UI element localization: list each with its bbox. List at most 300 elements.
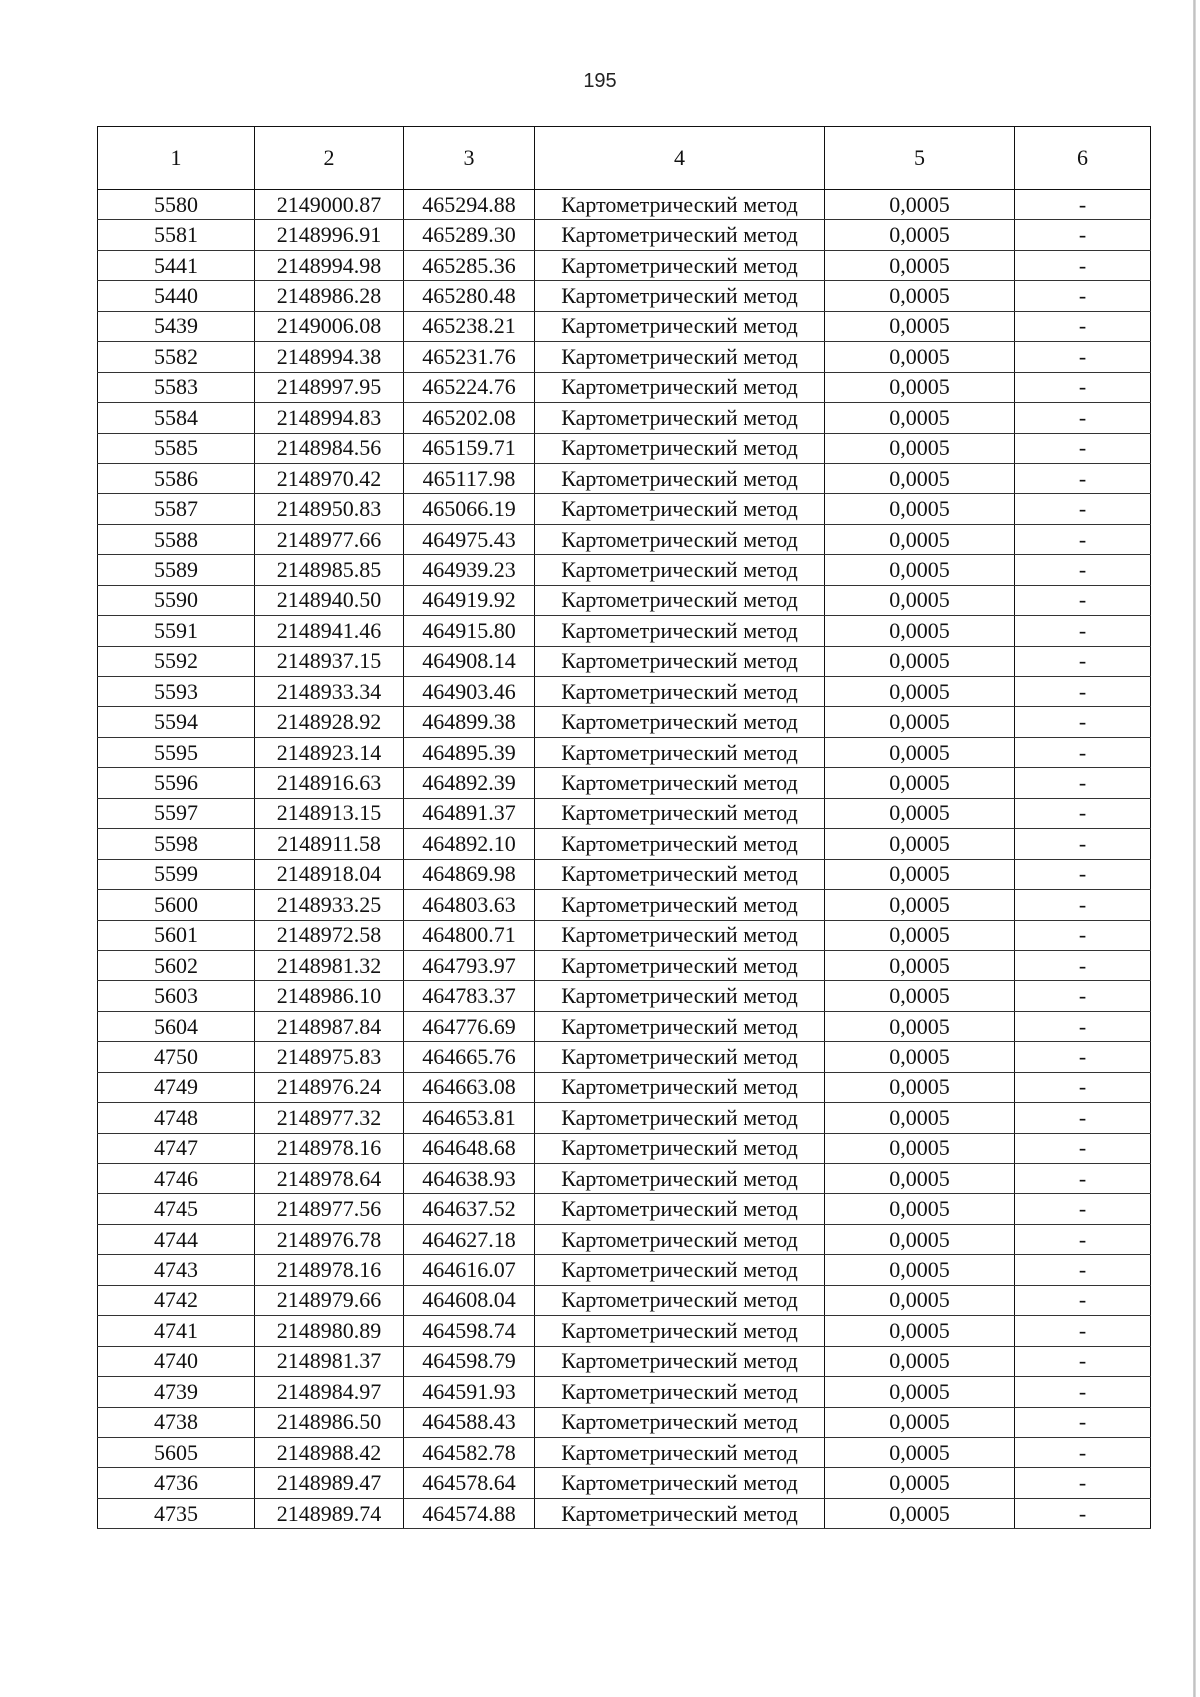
x-coordinate-cell: 2148978.64 <box>255 1164 404 1194</box>
x-coordinate-cell: 2148979.66 <box>255 1285 404 1315</box>
accuracy-cell: 0,0005 <box>825 798 1015 828</box>
note-cell: - <box>1015 1377 1151 1407</box>
point-number-cell: 4735 <box>98 1498 255 1528</box>
table-row <box>98 1498 1151 1528</box>
accuracy-cell: 0,0005 <box>825 1437 1015 1467</box>
y-coordinate-cell: 465289.30 <box>404 220 535 250</box>
accuracy-cell: 0,0005 <box>825 920 1015 950</box>
accuracy-cell: 0,0005 <box>825 250 1015 280</box>
x-coordinate-cell: 2148996.91 <box>255 220 404 250</box>
note-cell: - <box>1015 1164 1151 1194</box>
method-cell: Картометрический метод <box>535 920 825 950</box>
note-cell: - <box>1015 433 1151 463</box>
x-coordinate-cell: 2148975.83 <box>255 1042 404 1072</box>
accuracy-cell: 0,0005 <box>825 1164 1015 1194</box>
point-number-cell: 5582 <box>98 342 255 372</box>
method-cell: Картометрический метод <box>535 707 825 737</box>
table-row <box>98 1437 1151 1467</box>
accuracy-cell: 0,0005 <box>825 616 1015 646</box>
table-row <box>98 798 1151 828</box>
point-number-cell: 4740 <box>98 1346 255 1376</box>
accuracy-cell: 0,0005 <box>825 555 1015 585</box>
page-number: 195 <box>583 70 617 92</box>
method-cell: Картометрический метод <box>535 829 825 859</box>
point-number-cell: 5588 <box>98 524 255 554</box>
method-cell: Картометрический метод <box>535 555 825 585</box>
x-coordinate-cell: 2148941.46 <box>255 616 404 646</box>
accuracy-cell: 0,0005 <box>825 1103 1015 1133</box>
point-number-cell: 4741 <box>98 1316 255 1346</box>
accuracy-cell: 0,0005 <box>825 1407 1015 1437</box>
point-number-cell: 5598 <box>98 829 255 859</box>
x-coordinate-cell: 2148984.56 <box>255 433 404 463</box>
header-cell-6: 6 <box>1015 127 1151 190</box>
x-coordinate-cell: 2148913.15 <box>255 798 404 828</box>
y-coordinate-cell: 464919.92 <box>404 585 535 615</box>
y-coordinate-cell: 465202.08 <box>404 403 535 433</box>
point-number-cell: 5603 <box>98 981 255 1011</box>
method-cell: Картометрический метод <box>535 768 825 798</box>
y-coordinate-cell: 464783.37 <box>404 981 535 1011</box>
point-number-cell: 5596 <box>98 768 255 798</box>
accuracy-cell: 0,0005 <box>825 281 1015 311</box>
x-coordinate-cell: 2148972.58 <box>255 920 404 950</box>
y-coordinate-cell: 465285.36 <box>404 250 535 280</box>
y-coordinate-cell: 464800.71 <box>404 920 535 950</box>
note-cell: - <box>1015 1255 1151 1285</box>
table-row <box>98 950 1151 980</box>
point-number-cell: 5589 <box>98 555 255 585</box>
x-coordinate-cell: 2148937.15 <box>255 646 404 676</box>
note-cell: - <box>1015 190 1151 220</box>
note-cell: - <box>1015 829 1151 859</box>
y-coordinate-cell: 464899.38 <box>404 707 535 737</box>
point-number-cell: 5584 <box>98 403 255 433</box>
method-cell: Картометрический метод <box>535 250 825 280</box>
table-row <box>98 829 1151 859</box>
table-row <box>98 281 1151 311</box>
y-coordinate-cell: 464648.68 <box>404 1133 535 1163</box>
method-cell: Картометрический метод <box>535 433 825 463</box>
y-coordinate-cell: 464591.93 <box>404 1377 535 1407</box>
x-coordinate-cell: 2148994.38 <box>255 342 404 372</box>
accuracy-cell: 0,0005 <box>825 342 1015 372</box>
note-cell: - <box>1015 768 1151 798</box>
accuracy-cell: 0,0005 <box>825 190 1015 220</box>
y-coordinate-cell: 464627.18 <box>404 1224 535 1254</box>
accuracy-cell: 0,0005 <box>825 737 1015 767</box>
point-number-cell: 5601 <box>98 920 255 950</box>
method-cell: Картометрический метод <box>535 798 825 828</box>
x-coordinate-cell: 2148989.74 <box>255 1498 404 1528</box>
y-coordinate-cell: 465159.71 <box>404 433 535 463</box>
method-cell: Картометрический метод <box>535 372 825 402</box>
point-number-cell: 5602 <box>98 950 255 980</box>
table-row <box>98 524 1151 554</box>
point-number-cell: 5586 <box>98 463 255 493</box>
accuracy-cell: 0,0005 <box>825 1255 1015 1285</box>
point-number-cell: 5591 <box>98 616 255 646</box>
note-cell: - <box>1015 494 1151 524</box>
method-cell: Картометрический метод <box>535 616 825 646</box>
y-coordinate-cell: 465280.48 <box>404 281 535 311</box>
point-number-cell: 5587 <box>98 494 255 524</box>
accuracy-cell: 0,0005 <box>825 1133 1015 1163</box>
accuracy-cell: 0,0005 <box>825 463 1015 493</box>
method-cell: Картометрический метод <box>535 1468 825 1498</box>
table-row <box>98 677 1151 707</box>
y-coordinate-cell: 464793.97 <box>404 950 535 980</box>
x-coordinate-cell: 2148986.10 <box>255 981 404 1011</box>
accuracy-cell: 0,0005 <box>825 768 1015 798</box>
accuracy-cell: 0,0005 <box>825 372 1015 402</box>
table-row <box>98 1316 1151 1346</box>
note-cell: - <box>1015 1468 1151 1498</box>
accuracy-cell: 0,0005 <box>825 1377 1015 1407</box>
y-coordinate-cell: 464598.74 <box>404 1316 535 1346</box>
header-cell-5: 5 <box>825 127 1015 190</box>
table-row <box>98 1377 1151 1407</box>
x-coordinate-cell: 2148976.24 <box>255 1072 404 1102</box>
table-row <box>98 1042 1151 1072</box>
point-number-cell: 5604 <box>98 1011 255 1041</box>
y-coordinate-cell: 464638.93 <box>404 1164 535 1194</box>
x-coordinate-cell: 2148977.56 <box>255 1194 404 1224</box>
point-number-cell: 5592 <box>98 646 255 676</box>
scan-edge-shadow <box>1193 0 1196 1697</box>
method-cell: Картометрический метод <box>535 1072 825 1102</box>
note-cell: - <box>1015 1011 1151 1041</box>
x-coordinate-cell: 2149000.87 <box>255 190 404 220</box>
method-cell: Картометрический метод <box>535 1103 825 1133</box>
x-coordinate-cell: 2148981.37 <box>255 1346 404 1376</box>
point-number-cell: 5600 <box>98 890 255 920</box>
table-row <box>98 463 1151 493</box>
method-cell: Картометрический метод <box>535 1042 825 1072</box>
table-row <box>98 372 1151 402</box>
header-cell-1: 1 <box>98 127 255 190</box>
accuracy-cell: 0,0005 <box>825 950 1015 980</box>
accuracy-cell: 0,0005 <box>825 1194 1015 1224</box>
method-cell: Картометрический метод <box>535 524 825 554</box>
table-row <box>98 250 1151 280</box>
accuracy-cell: 0,0005 <box>825 646 1015 676</box>
y-coordinate-cell: 464574.88 <box>404 1498 535 1528</box>
method-cell: Картометрический метод <box>535 585 825 615</box>
y-coordinate-cell: 465224.76 <box>404 372 535 402</box>
point-number-cell: 5440 <box>98 281 255 311</box>
note-cell: - <box>1015 463 1151 493</box>
x-coordinate-cell: 2148916.63 <box>255 768 404 798</box>
note-cell: - <box>1015 1437 1151 1467</box>
y-coordinate-cell: 464663.08 <box>404 1072 535 1102</box>
y-coordinate-cell: 464637.52 <box>404 1194 535 1224</box>
x-coordinate-cell: 2148923.14 <box>255 737 404 767</box>
y-coordinate-cell: 464892.10 <box>404 829 535 859</box>
y-coordinate-cell: 464582.78 <box>404 1437 535 1467</box>
note-cell: - <box>1015 1103 1151 1133</box>
x-coordinate-cell: 2148980.89 <box>255 1316 404 1346</box>
note-cell: - <box>1015 1407 1151 1437</box>
note-cell: - <box>1015 1498 1151 1528</box>
x-coordinate-cell: 2148994.98 <box>255 250 404 280</box>
accuracy-cell: 0,0005 <box>825 524 1015 554</box>
method-cell: Картометрический метод <box>535 1377 825 1407</box>
table-row <box>98 616 1151 646</box>
table-row <box>98 890 1151 920</box>
accuracy-cell: 0,0005 <box>825 829 1015 859</box>
x-coordinate-cell: 2148987.84 <box>255 1011 404 1041</box>
y-coordinate-cell: 464903.46 <box>404 677 535 707</box>
method-cell: Картометрический метод <box>535 494 825 524</box>
table-row <box>98 220 1151 250</box>
point-number-cell: 5583 <box>98 372 255 402</box>
coordinates-table <box>97 126 1151 1529</box>
note-cell: - <box>1015 890 1151 920</box>
method-cell: Картометрический метод <box>535 311 825 341</box>
x-coordinate-cell: 2148978.16 <box>255 1255 404 1285</box>
method-cell: Картометрический метод <box>535 1346 825 1376</box>
x-coordinate-cell: 2148933.34 <box>255 677 404 707</box>
note-cell: - <box>1015 677 1151 707</box>
y-coordinate-cell: 464608.04 <box>404 1285 535 1315</box>
method-cell: Картометрический метод <box>535 463 825 493</box>
y-coordinate-cell: 464975.43 <box>404 524 535 554</box>
note-cell: - <box>1015 281 1151 311</box>
note-cell: - <box>1015 1133 1151 1163</box>
method-cell: Картометрический метод <box>535 1011 825 1041</box>
point-number-cell: 5599 <box>98 859 255 889</box>
point-number-cell: 5581 <box>98 220 255 250</box>
note-cell: - <box>1015 1224 1151 1254</box>
accuracy-cell: 0,0005 <box>825 1316 1015 1346</box>
table-row <box>98 190 1151 220</box>
table-row <box>98 859 1151 889</box>
method-cell: Картометрический метод <box>535 1255 825 1285</box>
note-cell: - <box>1015 1072 1151 1102</box>
y-coordinate-cell: 464891.37 <box>404 798 535 828</box>
accuracy-cell: 0,0005 <box>825 494 1015 524</box>
table-row <box>98 1407 1151 1437</box>
method-cell: Картометрический метод <box>535 890 825 920</box>
accuracy-cell: 0,0005 <box>825 403 1015 433</box>
x-coordinate-cell: 2148918.04 <box>255 859 404 889</box>
note-cell: - <box>1015 1194 1151 1224</box>
note-cell: - <box>1015 585 1151 615</box>
y-coordinate-cell: 464803.63 <box>404 890 535 920</box>
point-number-cell: 5590 <box>98 585 255 615</box>
y-coordinate-cell: 464578.64 <box>404 1468 535 1498</box>
method-cell: Картометрический метод <box>535 981 825 1011</box>
point-number-cell: 4746 <box>98 1164 255 1194</box>
method-cell: Картометрический метод <box>535 737 825 767</box>
x-coordinate-cell: 2148970.42 <box>255 463 404 493</box>
point-number-cell: 4745 <box>98 1194 255 1224</box>
method-cell: Картометрический метод <box>535 190 825 220</box>
table-row <box>98 403 1151 433</box>
x-coordinate-cell: 2148950.83 <box>255 494 404 524</box>
note-cell: - <box>1015 798 1151 828</box>
table-row <box>98 981 1151 1011</box>
method-cell: Картометрический метод <box>535 1224 825 1254</box>
x-coordinate-cell: 2148933.25 <box>255 890 404 920</box>
accuracy-cell: 0,0005 <box>825 433 1015 463</box>
x-coordinate-cell: 2148986.50 <box>255 1407 404 1437</box>
note-cell: - <box>1015 1346 1151 1376</box>
y-coordinate-cell: 464869.98 <box>404 859 535 889</box>
table-row <box>98 433 1151 463</box>
note-cell: - <box>1015 950 1151 980</box>
x-coordinate-cell: 2148984.97 <box>255 1377 404 1407</box>
method-cell: Картометрический метод <box>535 1498 825 1528</box>
table-header-row <box>98 127 1151 190</box>
accuracy-cell: 0,0005 <box>825 707 1015 737</box>
method-cell: Картометрический метод <box>535 1285 825 1315</box>
table-row <box>98 768 1151 798</box>
point-number-cell: 5605 <box>98 1437 255 1467</box>
note-cell: - <box>1015 859 1151 889</box>
accuracy-cell: 0,0005 <box>825 981 1015 1011</box>
x-coordinate-cell: 2148994.83 <box>255 403 404 433</box>
accuracy-cell: 0,0005 <box>825 1285 1015 1315</box>
table-row <box>98 1468 1151 1498</box>
y-coordinate-cell: 465294.88 <box>404 190 535 220</box>
y-coordinate-cell: 464598.79 <box>404 1346 535 1376</box>
y-coordinate-cell: 464895.39 <box>404 737 535 767</box>
accuracy-cell: 0,0005 <box>825 311 1015 341</box>
header-cell-3: 3 <box>404 127 535 190</box>
accuracy-cell: 0,0005 <box>825 1011 1015 1041</box>
point-number-cell: 5585 <box>98 433 255 463</box>
table-body <box>98 190 1151 1529</box>
table-row <box>98 311 1151 341</box>
point-number-cell: 4742 <box>98 1285 255 1315</box>
note-cell: - <box>1015 737 1151 767</box>
method-cell: Картометрический метод <box>535 950 825 980</box>
y-coordinate-cell: 464915.80 <box>404 616 535 646</box>
point-number-cell: 4736 <box>98 1468 255 1498</box>
note-cell: - <box>1015 311 1151 341</box>
table-row <box>98 1255 1151 1285</box>
method-cell: Картометрический метод <box>535 1437 825 1467</box>
x-coordinate-cell: 2148928.92 <box>255 707 404 737</box>
x-coordinate-cell: 2148981.32 <box>255 950 404 980</box>
table-row <box>98 585 1151 615</box>
point-number-cell: 4739 <box>98 1377 255 1407</box>
point-number-cell: 5580 <box>98 190 255 220</box>
point-number-cell: 5595 <box>98 737 255 767</box>
x-coordinate-cell: 2148997.95 <box>255 372 404 402</box>
table-row <box>98 1346 1151 1376</box>
x-coordinate-cell: 2148977.66 <box>255 524 404 554</box>
table-row <box>98 920 1151 950</box>
table-row <box>98 1285 1151 1315</box>
accuracy-cell: 0,0005 <box>825 1042 1015 1072</box>
note-cell: - <box>1015 220 1151 250</box>
x-coordinate-cell: 2148976.78 <box>255 1224 404 1254</box>
method-cell: Картометрический метод <box>535 403 825 433</box>
note-cell: - <box>1015 524 1151 554</box>
y-coordinate-cell: 464665.76 <box>404 1042 535 1072</box>
note-cell: - <box>1015 372 1151 402</box>
x-coordinate-cell: 2148988.42 <box>255 1437 404 1467</box>
y-coordinate-cell: 464653.81 <box>404 1103 535 1133</box>
method-cell: Картометрический метод <box>535 281 825 311</box>
y-coordinate-cell: 464939.23 <box>404 555 535 585</box>
method-cell: Картометрический метод <box>535 220 825 250</box>
accuracy-cell: 0,0005 <box>825 585 1015 615</box>
point-number-cell: 4748 <box>98 1103 255 1133</box>
method-cell: Картометрический метод <box>535 1194 825 1224</box>
method-cell: Картометрический метод <box>535 859 825 889</box>
table-row <box>98 1011 1151 1041</box>
point-number-cell: 5439 <box>98 311 255 341</box>
note-cell: - <box>1015 707 1151 737</box>
method-cell: Картометрический метод <box>535 1407 825 1437</box>
accuracy-cell: 0,0005 <box>825 220 1015 250</box>
y-coordinate-cell: 464588.43 <box>404 1407 535 1437</box>
y-coordinate-cell: 465066.19 <box>404 494 535 524</box>
x-coordinate-cell: 2148978.16 <box>255 1133 404 1163</box>
x-coordinate-cell: 2148986.28 <box>255 281 404 311</box>
point-number-cell: 4750 <box>98 1042 255 1072</box>
point-number-cell: 4744 <box>98 1224 255 1254</box>
method-cell: Картометрический метод <box>535 646 825 676</box>
method-cell: Картометрический метод <box>535 1164 825 1194</box>
note-cell: - <box>1015 250 1151 280</box>
method-cell: Картометрический метод <box>535 677 825 707</box>
y-coordinate-cell: 464776.69 <box>404 1011 535 1041</box>
y-coordinate-cell: 464616.07 <box>404 1255 535 1285</box>
note-cell: - <box>1015 981 1151 1011</box>
x-coordinate-cell: 2148985.85 <box>255 555 404 585</box>
point-number-cell: 4738 <box>98 1407 255 1437</box>
table-row <box>98 1133 1151 1163</box>
table-row <box>98 494 1151 524</box>
point-number-cell: 4743 <box>98 1255 255 1285</box>
x-coordinate-cell: 2148911.58 <box>255 829 404 859</box>
x-coordinate-cell: 2148989.47 <box>255 1468 404 1498</box>
table-row <box>98 1164 1151 1194</box>
accuracy-cell: 0,0005 <box>825 1468 1015 1498</box>
method-cell: Картометрический метод <box>535 342 825 372</box>
note-cell: - <box>1015 403 1151 433</box>
method-cell: Картометрический метод <box>535 1316 825 1346</box>
y-coordinate-cell: 465238.21 <box>404 311 535 341</box>
table-row <box>98 1103 1151 1133</box>
note-cell: - <box>1015 342 1151 372</box>
note-cell: - <box>1015 920 1151 950</box>
table-row <box>98 646 1151 676</box>
point-number-cell: 5593 <box>98 677 255 707</box>
point-number-cell: 4749 <box>98 1072 255 1102</box>
x-coordinate-cell: 2149006.08 <box>255 311 404 341</box>
table-row <box>98 342 1151 372</box>
point-number-cell: 5441 <box>98 250 255 280</box>
header-cell-2: 2 <box>255 127 404 190</box>
accuracy-cell: 0,0005 <box>825 1498 1015 1528</box>
note-cell: - <box>1015 616 1151 646</box>
y-coordinate-cell: 465231.76 <box>404 342 535 372</box>
accuracy-cell: 0,0005 <box>825 890 1015 920</box>
y-coordinate-cell: 464908.14 <box>404 646 535 676</box>
accuracy-cell: 0,0005 <box>825 1072 1015 1102</box>
table-row <box>98 1194 1151 1224</box>
x-coordinate-cell: 2148940.50 <box>255 585 404 615</box>
table-row <box>98 555 1151 585</box>
header-cell-4: 4 <box>535 127 825 190</box>
y-coordinate-cell: 464892.39 <box>404 768 535 798</box>
